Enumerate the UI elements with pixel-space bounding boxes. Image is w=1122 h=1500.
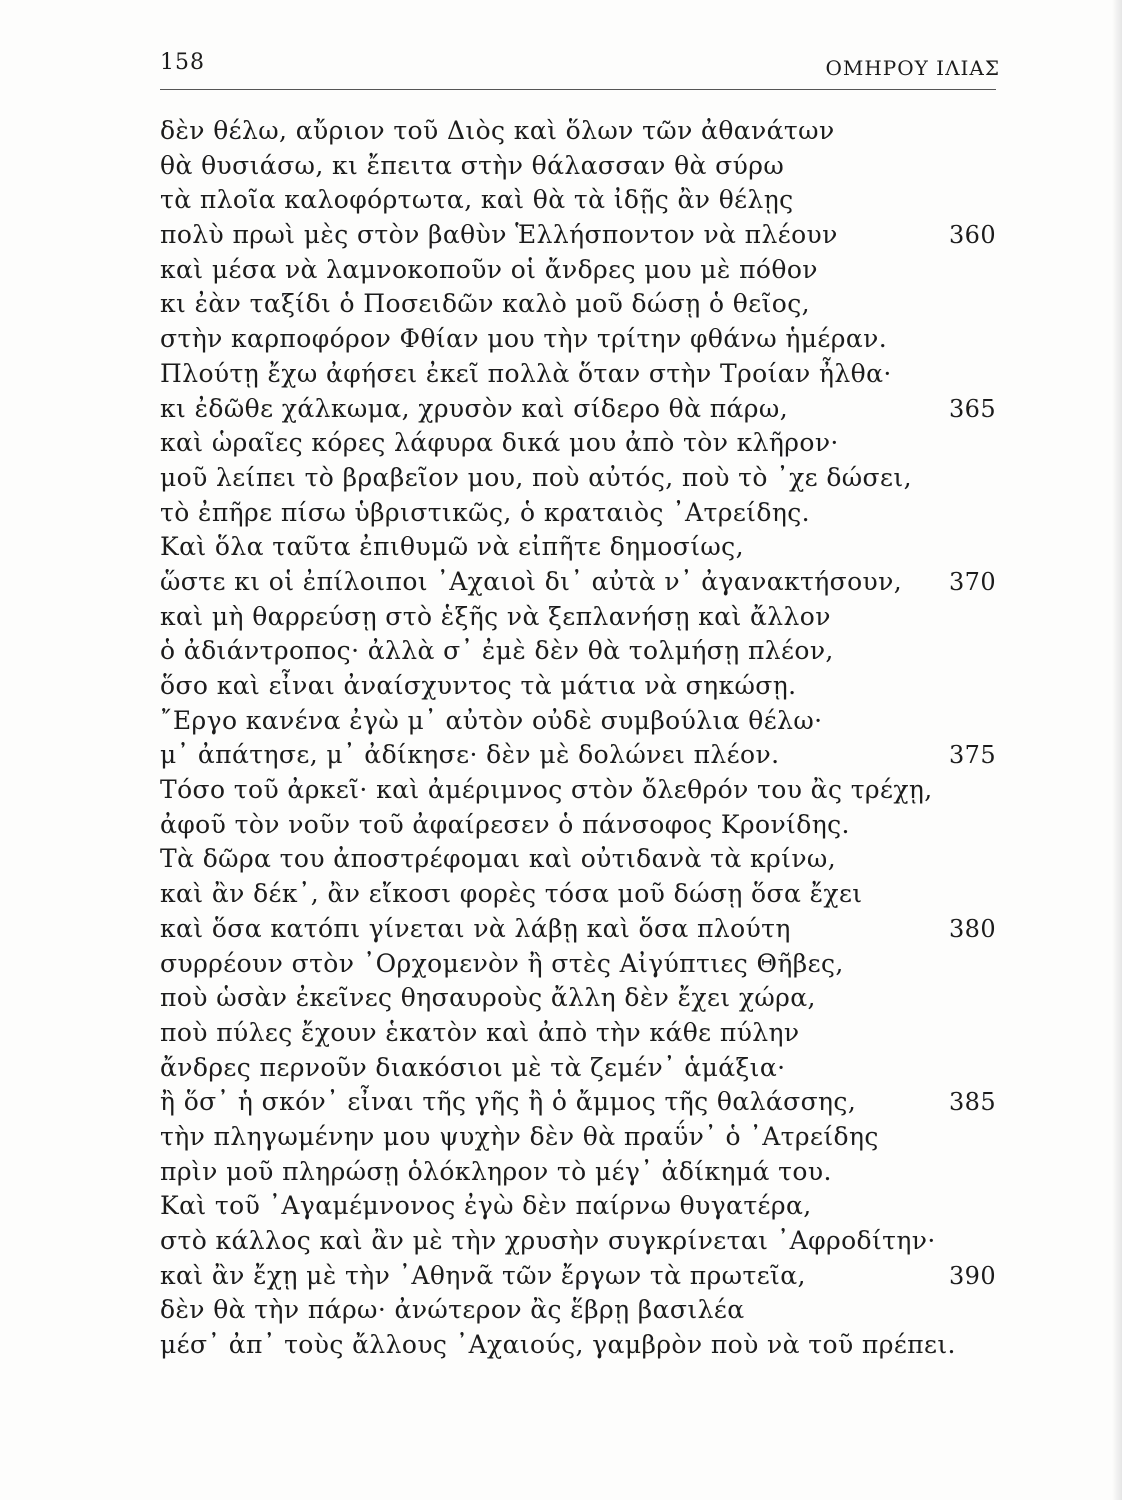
verse-line xyxy=(160,253,1000,288)
verse-text: ῎Εργο κανένα ἐγὼ μ᾽ αὐτὸν οὐδὲ συμβούλια θέλω· xyxy=(160,705,823,735)
verse-text: ἀφοῦ τὸν νοῦν τοῦ ἀφαίρεσεν ὁ πάνσοφος Κρονίδης. xyxy=(160,809,850,839)
verse-line xyxy=(160,1328,1000,1363)
verse-text: Καὶ ὅλα ταῦτα ἐπιθυμῶ νὰ εἰπῆτε δημοσίως, xyxy=(160,532,744,562)
verse-line xyxy=(160,704,1000,739)
verse-text: τὴν πληγωμένην μου ψυχὴν δὲν θὰ πραΰν᾽ ὁ ᾽Ατρείδης xyxy=(160,1121,879,1151)
line-number: 390 xyxy=(948,1261,996,1290)
verse-line xyxy=(160,183,1000,218)
line-number: 375 xyxy=(948,741,996,770)
verse-text: καὶ ἂν δέκ᾽, ἂν εἴκοσι φορὲς τόσα μοῦ δώσῃ ὅσα ἔχει xyxy=(160,879,863,909)
verse-text: πολὺ πρωὶ μὲς στὸν βαθὺν Ἑλλήσποντον νὰ πλέουν xyxy=(160,220,838,250)
verse-line xyxy=(160,842,1000,877)
verse-line xyxy=(160,149,1000,184)
page-edge-shadow xyxy=(1112,0,1122,1500)
verse-text: μ᾽ ἀπάτησε, μ᾽ ἀδίκησε· δὲν μὲ δολώνει πλέον. xyxy=(160,740,780,770)
page-number: 158 xyxy=(160,50,205,75)
verse-text: καὶ ὅσα κατόπι γίνεται νὰ λάβῃ καὶ ὅσα πλούτη xyxy=(160,913,791,943)
verse-line xyxy=(160,114,1000,149)
verse-text: Πλούτῃ ἔχω ἀφήσει ἐκεῖ πολλὰ ὅταν στὴν Τροίαν ἦλθα· xyxy=(160,358,892,388)
verse-line xyxy=(160,1224,1000,1259)
verse-text: κι ἐὰν ταξίδι ὁ Ποσειδῶν καλὸ μοῦ δώσῃ ὁ θεῖος, xyxy=(160,289,810,319)
verse-text: ὁ ἀδιάντροπος· ἀλλὰ σ᾽ ἐμὲ δὲν θὰ τολμήσῃ πλέον, xyxy=(160,636,834,666)
verse-text: ὥστε κι οἱ ἐπίλοιποι ᾽Αχαιοὶ δι᾽ αὐτὰ ν᾽ ἀγανακτήσουν, xyxy=(160,566,903,596)
verse-line xyxy=(160,357,1000,392)
verse-line xyxy=(160,912,1000,947)
verse-text: κι ἐδῶθε χάλκωμα, χρυσὸν καὶ σίδερο θὰ πάρω, xyxy=(160,393,789,423)
line-number: 380 xyxy=(948,914,996,943)
verse-line xyxy=(160,1085,1000,1120)
verse-text: ὅσο καὶ εἶναι ἀναίσχυντος τὰ μάτια νὰ σηκώσῃ. xyxy=(160,671,797,700)
verse-text: καὶ μέσα νὰ λαμνοκοποῦν οἱ ἄνδρες μου μὲ πόθον xyxy=(160,254,818,284)
verse-text: ἄνδρες περνοῦν διακόσιοι μὲ τὰ ζεμέν᾽ ἁμάξια· xyxy=(160,1052,786,1082)
verse-text: ποὺ πύλες ἔχουν ἑκατὸν καὶ ἀπὸ τὴν κάθε πύλην xyxy=(160,1017,800,1047)
verse-line xyxy=(160,1155,1000,1190)
verse-line xyxy=(160,218,1000,253)
verse-line xyxy=(160,669,1000,704)
verse-block xyxy=(160,114,1000,1363)
verse-line xyxy=(160,634,1000,669)
page-header xyxy=(160,50,1000,86)
verse-text: συρρέουν στὸν ᾽Ορχομενὸν ἢ στὲς Αἰγύπτιες Θῆβες, xyxy=(160,948,844,978)
verse-text: ποὺ ὡσὰν ἐκεῖνες θησαυροὺς ἄλλη δὲν ἔχει χώρα, xyxy=(160,983,816,1013)
verse-text: στὴν καρποφόρον Φθίαν μου τὴν τρίτην φθάνω ἡμέραν. xyxy=(160,324,888,354)
verse-line xyxy=(160,426,1000,461)
verse-line xyxy=(160,496,1000,531)
verse-line xyxy=(160,808,1000,843)
verse-text: Τόσο τοῦ ἀρκεῖ· καὶ ἀμέριμνος στὸν ὄλεθρόν του ἂς τρέχῃ, xyxy=(160,775,933,805)
verse-text: καὶ ὡραῖες κόρες λάφυρα δικά μου ἀπὸ τὸν κλῆρον· xyxy=(160,428,839,458)
verse-line xyxy=(160,600,1000,635)
verse-text: τὸ ἐπῆρε πίσω ὑβριστικῶς, ὁ κραταιὸς ᾽Ατρείδης. xyxy=(160,497,810,527)
line-number: 370 xyxy=(948,567,996,596)
verse-line xyxy=(160,947,1000,982)
verse-line xyxy=(160,1051,1000,1086)
verse-line xyxy=(160,1293,1000,1328)
verse-text: στὸ κάλλος καὶ ἂν μὲ τὴν χρυσὴν συγκρίνεται ᾽Αφροδίτην· xyxy=(160,1226,936,1255)
verse-line xyxy=(160,287,1000,322)
verse-line xyxy=(160,1259,1000,1294)
verse-text: Καὶ τοῦ ᾽Αγαμέμνονος ἐγὼ δὲν παίρνω θυγατέρα, xyxy=(160,1191,812,1221)
line-number: 385 xyxy=(948,1088,996,1117)
verse-text: καὶ μὴ θαρρεύσῃ στὸ ἑξῆς νὰ ξεπλανήσῃ καὶ ἄλλον xyxy=(160,601,831,631)
verse-line xyxy=(160,981,1000,1016)
line-number: 360 xyxy=(948,221,996,250)
verse-line xyxy=(160,565,1000,600)
verse-line xyxy=(160,1189,1000,1224)
verse-text: πρὶν μοῦ πληρώσῃ ὁλόκληρον τὸ μέγ᾽ ἀδίκημά του. xyxy=(160,1156,832,1186)
verse-text: δὲν θὰ τὴν πάρω· ἀνώτερον ἂς ἕβρῃ βασιλέα xyxy=(160,1295,745,1325)
verse-text: Τὰ δῶρα του ἀποστρέφομαι καὶ οὐτιδανὰ τὰ κρίνω, xyxy=(160,844,837,874)
verse-line xyxy=(160,1120,1000,1155)
verse-text: τὰ πλοῖα καλοφόρτωτα, καὶ θὰ τὰ ἰδῇς ἂν θέλῃς xyxy=(160,185,794,215)
verse-text: καὶ ἂν ἔχῃ μὲ τὴν ᾽Αθηνᾶ τῶν ἔργων τὰ πρωτεῖα, xyxy=(160,1260,806,1290)
running-title: ΟΜΗΡΟΥ ΙΛΙΑΣ xyxy=(825,56,1000,80)
verse-text: δὲν θέλω, αὔριον τοῦ Διὸς καὶ ὅλων τῶν ἀθανάτων xyxy=(160,116,835,145)
verse-line xyxy=(160,1016,1000,1051)
verse-line xyxy=(160,877,1000,912)
verse-text: μέσ᾽ ἀπ᾽ τοὺς ἄλλους ᾽Αχαιούς, γαμβρὸν ποὺ νὰ τοῦ πρέπει. xyxy=(160,1330,956,1360)
line-number: 365 xyxy=(948,394,996,423)
verse-line xyxy=(160,392,1000,427)
verse-line xyxy=(160,738,1000,773)
verse-line xyxy=(160,322,1000,357)
verse-text: μοῦ λείπει τὸ βραβεῖον μου, ποὺ αὐτός, ποὺ τὸ ᾽χε δώσει, xyxy=(160,462,912,492)
verse-line xyxy=(160,461,1000,496)
verse-text: θὰ θυσιάσω, κι ἔπειτα στὴν θάλασσαν θὰ σύρω xyxy=(160,150,785,180)
verse-text: ἢ ὅσ᾽ ἡ σκόν᾽ εἶναι τῆς γῆς ἢ ὁ ἄμμος τῆς θαλάσσης, xyxy=(160,1087,857,1117)
verse-line xyxy=(160,530,1000,565)
header-rule xyxy=(160,89,996,90)
verse-line xyxy=(160,773,1000,808)
